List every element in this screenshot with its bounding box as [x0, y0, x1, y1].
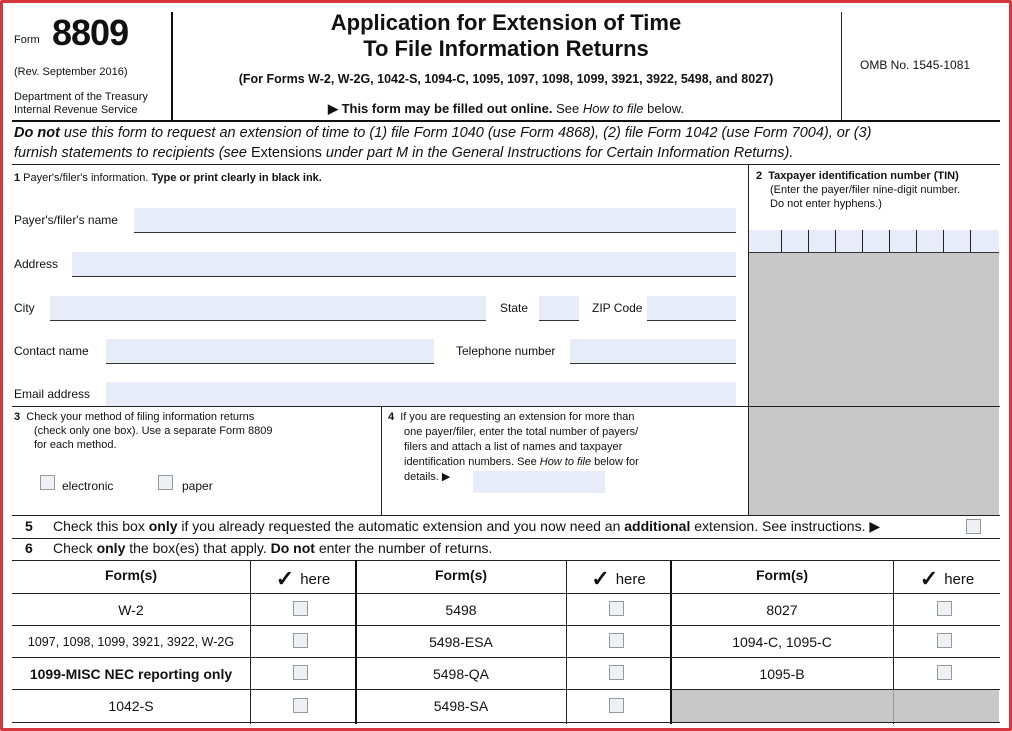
- table-cell: 1095-B: [759, 665, 805, 682]
- checkbox-5498-sa[interactable]: [609, 698, 624, 713]
- part3-num: 3: [14, 411, 21, 423]
- state-label: State: [500, 301, 529, 315]
- part2-sub1: (Enter the payer/filer nine-digit number.: [770, 184, 961, 196]
- checkbox-5498-qa[interactable]: [609, 665, 624, 680]
- divider: [381, 406, 382, 516]
- part1-bold: Type or print clearly in black ink.: [151, 172, 322, 184]
- tin-div: [943, 230, 944, 252]
- divider: [12, 120, 1000, 122]
- paper-label: paper: [182, 479, 213, 493]
- here-label: here: [615, 570, 646, 588]
- part6-num: 6: [25, 540, 33, 556]
- table-cell: W-2: [118, 601, 144, 618]
- notice-bold: Do not: [14, 125, 60, 141]
- table-cell: 1097, 1098, 1099, 3921, 3922, W-2G: [27, 634, 235, 649]
- table-cell: 1094-C, 1095-C: [732, 633, 832, 650]
- part3-line3: for each method.: [34, 439, 117, 451]
- here-label: here: [944, 570, 975, 588]
- part4-line3: filers and attach a list of names and taxpayer: [404, 441, 623, 453]
- part6-a: Check: [53, 540, 97, 556]
- col-header-forms: Form(s): [434, 567, 488, 583]
- page-title: [172, 10, 840, 62]
- tin-div: [862, 230, 863, 252]
- tin-div: [781, 230, 782, 252]
- checkmark-icon: ✓: [275, 566, 295, 591]
- tin-div: [808, 230, 809, 252]
- part4-line1: If you are requesting an extension for more than: [400, 411, 635, 423]
- checkmark-icon: ✓: [591, 566, 610, 591]
- part5-d: additional: [624, 518, 691, 534]
- state-field[interactable]: [539, 296, 579, 321]
- part5-c: if you already requested the automatic extension and you now need an: [177, 518, 625, 534]
- part2-title: Taxpayer identification number (TIN): [768, 170, 959, 182]
- part5-text: [53, 518, 880, 535]
- tin-field[interactable]: [749, 230, 999, 253]
- table-cell: 1099-MISC NEC reporting only: [29, 665, 233, 682]
- divider: [12, 406, 1000, 407]
- part1-text: Payer's/filer's information.: [20, 172, 152, 184]
- notice-line1: use this form to request an extension of time to (1) file Form 1040 (use Form 4868), (2) file Form 1042 (use Form 7004), or (3): [59, 125, 872, 141]
- part6-text: [53, 540, 492, 556]
- checkbox-1042s[interactable]: [293, 698, 308, 713]
- how-to-file-link: How to file: [582, 101, 644, 116]
- part4-num: 4: [388, 411, 395, 423]
- zip-label: ZIP Code: [592, 301, 643, 315]
- email-label: Email address: [14, 387, 91, 401]
- paper-checkbox[interactable]: [158, 475, 173, 490]
- online-see: See: [552, 101, 583, 116]
- part3-text: [14, 410, 374, 452]
- checkbox-5498[interactable]: [609, 601, 624, 616]
- part6-c: the box(es) that apply.: [125, 540, 271, 556]
- part2-num: 2: [756, 170, 763, 182]
- table-hline: [12, 722, 1000, 723]
- address-label: Address: [14, 257, 59, 271]
- dept-line2: Internal Revenue Service: [14, 104, 138, 116]
- part2-heading: [756, 169, 1000, 211]
- title-line2: To File Information Returns: [363, 36, 649, 61]
- online-note: [172, 101, 840, 117]
- contact-label: Contact name: [14, 344, 89, 358]
- col-header-check: [251, 566, 355, 592]
- part1-num: 1: [14, 172, 21, 184]
- part5-e: extension. See instructions. ▶: [690, 518, 881, 534]
- part3-line1: Check your method of filing information returns: [26, 411, 255, 423]
- online-bold: ▶ This form may be filled out online.: [327, 101, 553, 116]
- col-header-check: [567, 566, 670, 592]
- part3-line2: (check only one box). Use a separate Form 8809: [34, 425, 273, 437]
- payer-count-field[interactable]: [473, 471, 605, 493]
- checkmark-icon: ✓: [919, 566, 939, 591]
- table-cell: 5498-QA: [432, 665, 490, 682]
- dept-line1: Department of the Treasury: [14, 91, 148, 103]
- table-cell: 8027: [766, 601, 798, 618]
- notice-line2a: furnish statements to recipients (see: [14, 145, 251, 161]
- part4-line2: one payer/filer, enter the total number of payers/: [404, 426, 639, 438]
- phone-field[interactable]: [570, 339, 736, 364]
- tin-div: [970, 230, 971, 252]
- part2-sub2: Do not enter hyphens.): [770, 198, 882, 210]
- checkbox-8027[interactable]: [937, 601, 952, 616]
- part5-b: only: [148, 518, 178, 534]
- table-cell: 5498-ESA: [429, 633, 493, 650]
- checkbox-1094c[interactable]: [937, 633, 952, 648]
- zip-field[interactable]: [647, 296, 736, 321]
- payer-name-label: Payer's/filer's name: [14, 213, 118, 227]
- divider: [12, 164, 1000, 165]
- col-header-forms: Form(s): [104, 567, 158, 583]
- checkbox-w2[interactable]: [293, 601, 308, 616]
- col-header-check: [894, 566, 1000, 592]
- forms-list: (For Forms W-2, W-2G, 1042-S, 1094-C, 1095, 1097, 1098, 1099, 3921, 3922, 5498, and 8027): [238, 72, 774, 86]
- divider: [841, 12, 842, 120]
- payer-name-field[interactable]: [134, 208, 736, 233]
- electronic-checkbox[interactable]: [40, 475, 55, 490]
- title-line1: Application for Extension of Time: [330, 10, 682, 35]
- online-end: below.: [643, 101, 685, 116]
- part4-line5: details. ▶: [404, 471, 451, 483]
- part6-b: only: [96, 540, 126, 556]
- additional-extension-checkbox[interactable]: [966, 519, 981, 534]
- part5-num: 5: [25, 518, 33, 534]
- notice-extensions: Extensions: [250, 145, 322, 161]
- omb-number: OMB No. 1545-1081: [860, 58, 971, 72]
- col-header-forms: Form(s): [755, 567, 809, 583]
- email-field[interactable]: [106, 382, 736, 406]
- shaded-area: [749, 253, 999, 515]
- tin-div: [889, 230, 890, 252]
- part1-heading: [14, 172, 322, 184]
- city-label: City: [14, 301, 35, 315]
- part4-line4c: below for: [591, 456, 639, 468]
- divider: [12, 560, 1000, 561]
- form-word: Form: [14, 34, 40, 46]
- divider: [12, 538, 1000, 539]
- checkbox-1095b[interactable]: [937, 665, 952, 680]
- tin-div: [835, 230, 836, 252]
- tin-div: [916, 230, 917, 252]
- notice: [14, 123, 998, 163]
- part6-e: enter the number of returns.: [314, 540, 493, 556]
- table-cell: 5498-SA: [433, 698, 489, 714]
- table-cell: 1042-S: [108, 698, 154, 714]
- address-field[interactable]: [72, 252, 736, 277]
- part4-line4a: identification numbers. See: [404, 456, 540, 468]
- notice-line2c: under part M in the General Instructions for Certain Information Returns).: [321, 145, 794, 161]
- city-field[interactable]: [50, 296, 486, 321]
- table-cell: 5498: [445, 601, 477, 618]
- revision: (Rev. September 2016): [14, 66, 128, 78]
- phone-label: Telephone number: [456, 344, 556, 358]
- here-label: here: [300, 570, 331, 588]
- divider: [12, 515, 1000, 516]
- electronic-label: electronic: [62, 479, 114, 493]
- part4-how-to-file: How to file: [539, 456, 592, 468]
- form-number: 8809: [52, 12, 129, 53]
- checkbox-5498-esa[interactable]: [609, 633, 624, 648]
- contact-field[interactable]: [106, 339, 434, 364]
- part5-a: Check this box: [53, 518, 149, 534]
- table-vline: [893, 690, 894, 722]
- part6-d: Do not: [270, 540, 315, 556]
- checkbox-1099-group[interactable]: [293, 633, 308, 648]
- shaded-cell: [672, 690, 999, 722]
- checkbox-1099-misc[interactable]: [293, 665, 308, 680]
